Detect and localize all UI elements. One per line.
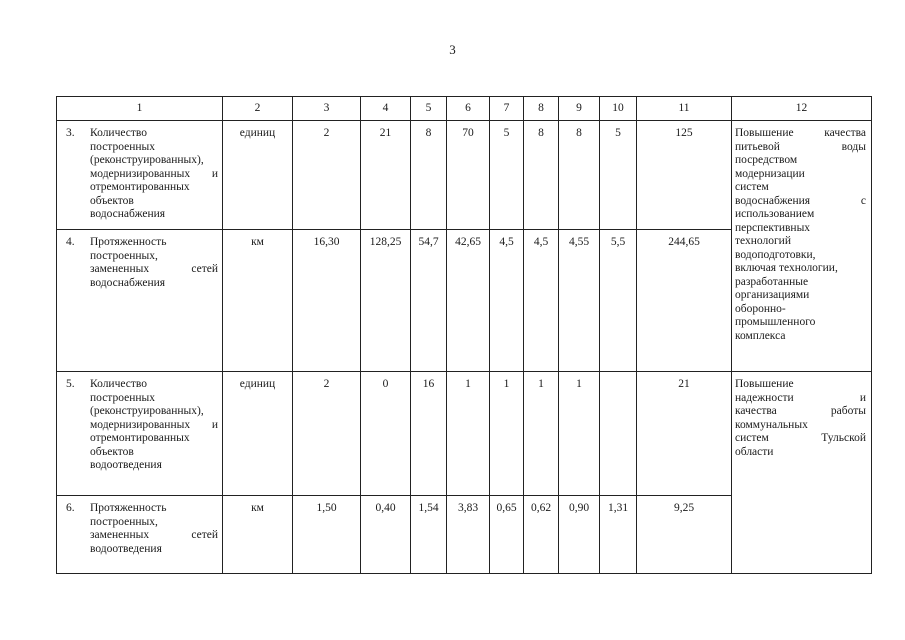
value-cell: 4,5 — [490, 230, 524, 372]
value-cell: 1 — [559, 372, 600, 496]
header-cell: 6 — [447, 97, 490, 121]
indicator-cell — [57, 121, 223, 230]
value-cell: 0 — [361, 372, 411, 496]
value-cell: 70 — [447, 121, 490, 230]
header-cell: 10 — [600, 97, 637, 121]
page-number: 3 — [449, 42, 456, 57]
header-cell: 12 — [732, 97, 872, 121]
value-cell: 21 — [361, 121, 411, 230]
value-cell: 1 — [490, 372, 524, 496]
value-cell: 0,40 — [361, 496, 411, 574]
header-cell: 8 — [524, 97, 559, 121]
header-cell: 9 — [559, 97, 600, 121]
value-cell: 2 — [293, 121, 361, 230]
row-number: 3. — [66, 127, 75, 139]
value-cell: 2 — [293, 372, 361, 496]
indicator-cell — [57, 230, 223, 372]
value-cell: 16 — [411, 372, 447, 496]
indicator-text: Количество построенных (реконструированных), модернизированных и отремонтированных объектов водоснабжения — [90, 127, 218, 220]
header-cell: 3 — [293, 97, 361, 121]
value-cell: 5 — [600, 121, 637, 230]
indicator-cell — [57, 496, 223, 574]
empty-cell — [600, 372, 637, 496]
value-cell: 8 — [559, 121, 600, 230]
value-cell: 4,5 — [524, 230, 559, 372]
value-cell: 1,50 — [293, 496, 361, 574]
value-cell: 8 — [524, 121, 559, 230]
indicator-text: Протяженность построенных, замененных сетей водоотведения — [90, 502, 218, 555]
header-cell: 2 — [223, 97, 293, 121]
value-cell: 1,54 — [411, 496, 447, 574]
header-cell: 7 — [490, 97, 524, 121]
goal-cell — [732, 372, 872, 574]
unit-cell: км — [223, 496, 293, 574]
goal-text: Повышение надежности и качества работы коммунальных систем Тульской области — [735, 378, 866, 458]
total-cell: 125 — [637, 121, 732, 230]
total-cell: 21 — [637, 372, 732, 496]
value-cell: 1,31 — [600, 496, 637, 574]
table-row — [57, 121, 872, 230]
total-cell: 9,25 — [637, 496, 732, 574]
value-cell: 5 — [490, 121, 524, 230]
value-cell: 0,65 — [490, 496, 524, 574]
value-cell: 1 — [524, 372, 559, 496]
value-cell: 0,90 — [559, 496, 600, 574]
indicator-text: Количество построенных (реконструированных), модернизированных и отремонтированных объектов водоотведения — [90, 378, 218, 471]
header-cell: 4 — [361, 97, 411, 121]
value-cell: 3,83 — [447, 496, 490, 574]
value-cell: 54,7 — [411, 230, 447, 372]
row-number: 4. — [66, 236, 75, 248]
row-number: 5. — [66, 378, 75, 390]
goal-cell — [732, 121, 872, 372]
header-cell: 5 — [411, 97, 447, 121]
value-cell: 42,65 — [447, 230, 490, 372]
row-number: 6. — [66, 502, 75, 514]
value-cell: 8 — [411, 121, 447, 230]
unit-cell: единиц — [223, 372, 293, 496]
unit-cell: единиц — [223, 121, 293, 230]
unit-cell: км — [223, 230, 293, 372]
value-cell: 16,30 — [293, 230, 361, 372]
header-row — [57, 97, 872, 121]
value-cell: 128,25 — [361, 230, 411, 372]
value-cell: 4,55 — [559, 230, 600, 372]
goal-text: Повышение качества питьевой воды посредством модернизации систем водоснабжения с использованием перспективных технологий водоподготовки, включая технологии, разработанные организациями оборонно- промышленного комплекса — [735, 127, 866, 342]
table-row — [57, 372, 872, 496]
indicator-cell — [57, 372, 223, 496]
indicator-text: Протяженность построенных, замененных сетей водоснабжения — [90, 236, 218, 289]
value-cell: 5,5 — [600, 230, 637, 372]
indicators-table — [56, 96, 872, 574]
value-cell: 1 — [447, 372, 490, 496]
value-cell: 0,62 — [524, 496, 559, 574]
header-cell: 1 — [57, 97, 223, 121]
total-cell: 244,65 — [637, 230, 732, 372]
header-cell: 11 — [637, 97, 732, 121]
